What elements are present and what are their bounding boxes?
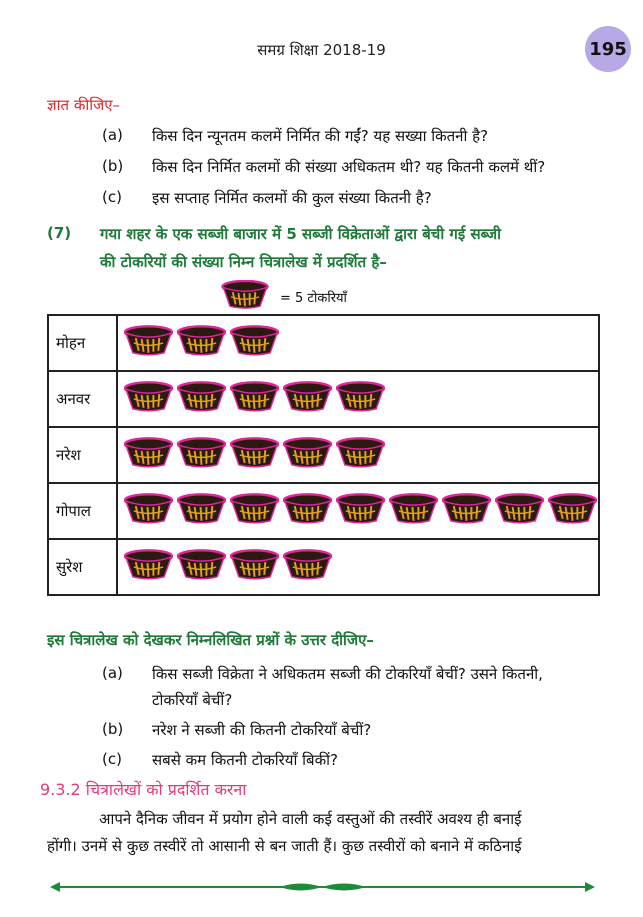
pictograph-row [48, 371, 599, 427]
basket-icon [495, 493, 544, 529]
basket-icons-cell [117, 427, 599, 483]
page-header: समग्र शिक्षा 2018-19 [257, 41, 386, 59]
basket-icon [124, 437, 173, 473]
questions-heading: इस चित्रालेख को देखकर निम्नलिखित प्रश्नों के उत्तर दीजिए– [47, 631, 374, 649]
basket-icon [218, 280, 272, 314]
basket-icon [124, 381, 173, 417]
footer-divider [50, 880, 595, 894]
page-number-badge: 195 [585, 26, 631, 72]
pictograph-row [48, 539, 599, 595]
question-label: (b) [102, 720, 124, 738]
question-a [102, 664, 612, 684]
basket-icon [548, 493, 597, 529]
question-label: (b) [102, 157, 124, 175]
vendor-name: गोपाल [48, 483, 117, 539]
question-c [102, 750, 602, 770]
problem-text-line2: की टोकरियों की संख्या निम्न चित्रालेख में प्रदर्शित है– [100, 253, 387, 271]
basket-icon [283, 549, 332, 585]
vendor-name: सुरेश [48, 539, 117, 595]
vendor-name: अनवर [48, 371, 117, 427]
basket-icon [336, 437, 385, 473]
basket-icon [124, 549, 173, 585]
question-b [102, 157, 602, 177]
basket-icon [336, 381, 385, 417]
question-text: किस दिन निर्मित कलमों की संख्या अधिकतम थी? यह कितनी कलमें थीं? [152, 158, 546, 176]
basket-icon [283, 493, 332, 529]
basket-icon [442, 493, 491, 529]
basket-icon [230, 325, 279, 361]
question-label: (a) [102, 126, 123, 144]
pictograph-table [47, 314, 600, 596]
vendor-name: मोहन [48, 315, 117, 371]
pictograph-row [48, 315, 599, 371]
question-label: (a) [102, 664, 123, 682]
question-b [102, 720, 602, 740]
basket-icon [389, 493, 438, 529]
question-label: (c) [102, 750, 122, 768]
basket-icon [124, 325, 173, 361]
paragraph-line2: होंगी। उनमें से कुछ तस्वीरें तो आसानी से बन जाती हैं। कुछ तस्वीरों को बनाने में कठिनाई [47, 837, 522, 855]
question-text: सबसे कम कितनी टोकरियाँ बिकीं? [152, 751, 338, 769]
basket-icons-cell [117, 371, 599, 427]
problem-number: (7) [47, 224, 72, 242]
find-out-heading: ज्ञात कीजिए– [47, 96, 121, 114]
vendor-name: नरेश [48, 427, 117, 483]
basket-icons-cell [117, 315, 599, 371]
legend-label: = 5 टोकरियाँ [280, 291, 347, 306]
basket-icon [230, 437, 279, 473]
question-label: (c) [102, 188, 122, 206]
basket-icon [177, 549, 226, 585]
pictograph-row [48, 483, 599, 539]
basket-icon [283, 437, 332, 473]
pictograph-row [48, 427, 599, 483]
problem-text-line1: गया शहर के एक सब्जी बाजार में 5 सब्जी विक्रेताओं द्वारा बेची गई सब्जी [100, 225, 502, 243]
question-text: किस दिन न्यूनतम कलमें निर्मित की गईं? यह सख्या कितनी है? [152, 127, 489, 145]
basket-icon [177, 325, 226, 361]
question-text: किस सब्जी विक्रेता ने अधिकतम सब्जी की टोकरियाँ बेचीं? उसने कितनी, [152, 665, 543, 683]
question-text: इस सप्ताह निर्मित कलमों की कुल संख्या कितनी है? [152, 189, 432, 207]
basket-icon [230, 549, 279, 585]
pictograph-legend [218, 280, 347, 314]
basket-icon [177, 381, 226, 417]
section-title: 9.3.2 चित्रालेखों को प्रदर्शित करना [40, 780, 247, 799]
question-a [102, 126, 602, 146]
basket-icon [230, 493, 279, 529]
basket-icon [336, 493, 385, 529]
basket-icons-cell [117, 483, 599, 539]
basket-icon [177, 437, 226, 473]
question-text-continued: टोकरियाँ बेचीं? [152, 691, 233, 709]
basket-icon [177, 493, 226, 529]
question-c [102, 188, 602, 208]
basket-icon [230, 381, 279, 417]
basket-icons-cell [117, 539, 599, 595]
basket-icon [283, 381, 332, 417]
question-text: नरेश ने सब्जी की कितनी टोकरियाँ बेचीं? [152, 721, 372, 739]
basket-icon [124, 493, 173, 529]
paragraph-line1: आपने दैनिक जीवन में प्रयोग होने वाली कई वस्तुओं की तस्वीरें अवश्य ही बनाई [99, 810, 522, 828]
